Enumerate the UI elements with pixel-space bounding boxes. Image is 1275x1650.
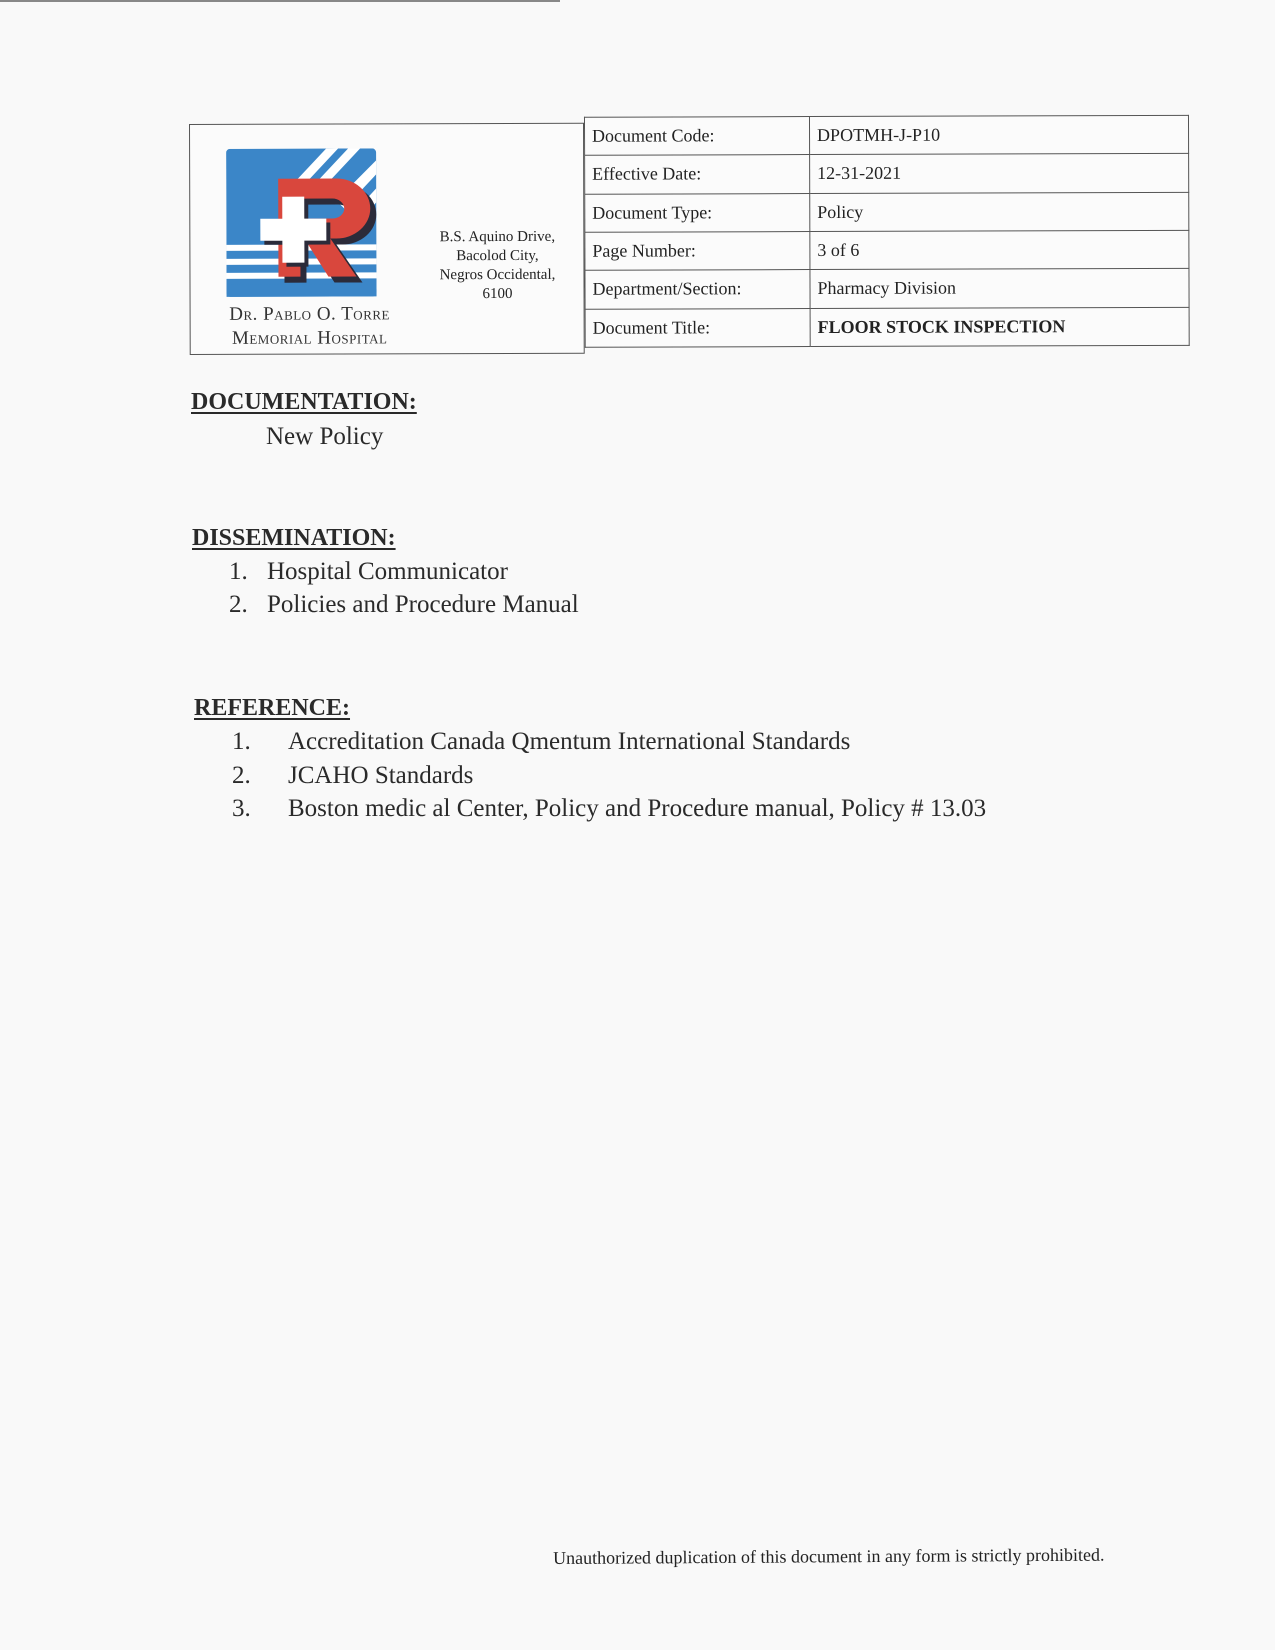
logo-cell <box>189 123 585 355</box>
page-number-label: Page Number: <box>585 232 810 271</box>
document-info-table <box>584 115 1190 348</box>
document-type-value: Policy <box>810 192 1189 232</box>
effective-date-label: Effective Date: <box>585 155 810 194</box>
list-number: 2. <box>229 591 248 618</box>
hospital-name: Dr. Pablo O. Torre Memorial Hospital <box>229 303 391 349</box>
document-type-label: Document Type: <box>585 193 810 232</box>
list-text: Hospital Communicator <box>267 558 508 585</box>
hospital-address: B.S. Aquino Drive, Bacolod City, Negros Occidental, 6100 <box>439 228 556 303</box>
department-value: Pharmacy Division <box>810 269 1189 309</box>
document-title-value: FLOOR STOCK INSPECTION <box>810 307 1189 347</box>
table-row <box>585 230 1189 270</box>
list-text: JCAHO Standards <box>288 762 474 789</box>
list-number: 1. <box>232 728 251 755</box>
list-item <box>232 795 986 823</box>
list-number: 3. <box>232 795 251 822</box>
list-text: Policies and Procedure Manual <box>267 591 579 618</box>
footer-notice: Unauthorized duplication of this document in any form is strictly prohibited. <box>553 1544 1105 1568</box>
document-title-label: Document Title: <box>585 308 810 347</box>
table-row <box>585 307 1189 347</box>
document-code-label: Document Code: <box>584 117 809 156</box>
effective-date-value: 12-31-2021 <box>810 154 1189 194</box>
documentation-heading: DOCUMENTATION: <box>191 389 417 415</box>
document-header <box>189 121 1190 355</box>
department-label: Department/Section: <box>585 270 810 309</box>
page-number-value: 3 of 6 <box>810 230 1189 270</box>
document-code-value: DPOTMH-J-P10 <box>809 115 1188 155</box>
list-text: Accreditation Canada Qmentum International Standards <box>288 728 851 755</box>
table-row <box>585 154 1189 194</box>
list-item <box>232 762 473 790</box>
list-item <box>229 591 579 619</box>
table-row <box>584 115 1188 155</box>
table-row <box>585 192 1189 232</box>
list-text: Boston medic al Center, Policy and Procedure manual, Policy # 13.03 <box>288 795 987 822</box>
list-item <box>232 728 850 756</box>
list-number: 2. <box>232 762 251 789</box>
list-item <box>229 558 508 586</box>
reference-heading: REFERENCE: <box>194 695 351 721</box>
documentation-text: New Policy <box>266 423 384 450</box>
hospital-logo-icon <box>226 148 386 299</box>
dissemination-heading: DISSEMINATION: <box>192 525 396 551</box>
scan-edge <box>0 0 560 2</box>
list-number: 1. <box>229 558 248 585</box>
table-row <box>585 269 1189 309</box>
